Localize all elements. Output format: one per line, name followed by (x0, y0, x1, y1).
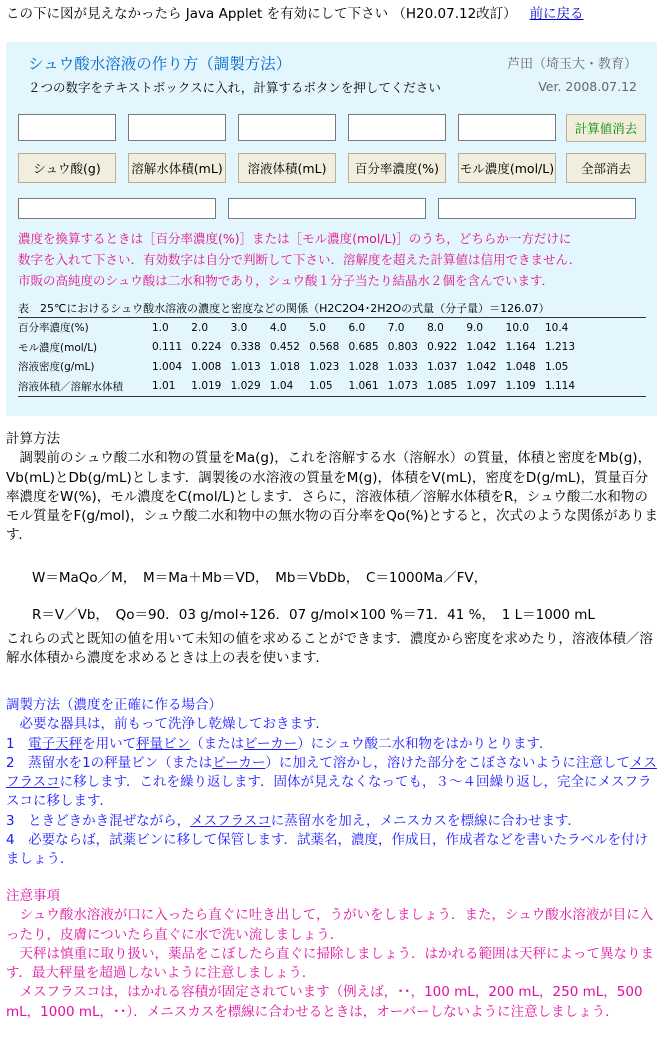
table-cell: 0.338 (230, 341, 261, 354)
clear-all-button[interactable]: 全部消去 (566, 153, 646, 183)
notice-text: この下に図が見えなかったら Java Applet を有効にして下さい （H20.07.12改訂） (6, 6, 517, 22)
method-paragraph-2-block (6, 630, 660, 669)
beaker-link[interactable]: ビーカー (244, 735, 298, 752)
table-cell: 3.0 (230, 321, 248, 334)
step-number: 1 (6, 735, 29, 752)
table-cell: 0.803 (387, 341, 418, 354)
table-cell: 1.013 (230, 360, 261, 373)
caution-paragraph: 天秤は慎重に取り扱い，薬品をこぼしたら直ぐに掃除しましょう．はかれる範囲は天秤によって異なります．最大秤量を超過しないように注意しましょう． (6, 945, 654, 982)
output-field-3[interactable] (438, 198, 636, 219)
formula-line-1: W＝MaQo／M， M＝Ma＋Mb＝VD， Mb＝VbDb， C＝1000Ma／FV， (32, 570, 488, 586)
table-cell: 0.685 (348, 341, 379, 354)
table-row (18, 377, 584, 397)
table-cell: 8.0 (427, 321, 444, 334)
applet-notice (6, 4, 662, 24)
table-cell: 6.0 (348, 321, 366, 334)
table-caption: 表 25℃におけるシュウ酸水溶液の濃度と密度などの関係（H2C2O4･2H2Oの式量（分子量）＝126.07） (18, 302, 550, 315)
table-cell: 1.164 (505, 341, 536, 354)
percent-concentration-button[interactable]: 百分率濃度(%) (348, 153, 446, 183)
table-cell: 1.023 (309, 360, 340, 373)
row-label: 百分率濃度(%) (18, 322, 89, 335)
formula-line-2: R＝V／Vb， Qo＝90．03 g/mol÷126．07 g/mol×100 %＝71．41 %， 1 L＝1000 mL (32, 607, 595, 623)
table-cell: 4.0 (269, 321, 287, 334)
step-text: 2 蒸留水を1の秤量ビン（または (6, 754, 213, 771)
caution-paragraph: シュウ酸水溶液が口に入ったら直ぐに吐き出して，うがいをしましょう．また，シュウ酸水溶液が目に入ったり，皮膚についたら直ぐに水で洗い流しましょう． (6, 907, 654, 943)
caution-heading: 注意事項 (6, 888, 60, 904)
table-cell: 1.085 (427, 380, 458, 393)
method-paragraph-2: これらの式と既知の値を用いて未知の値を求めることができます．濃度から密度を求めたり，溶液体積／溶解水体積から濃度を求めるときは上の表を使います． (6, 631, 653, 667)
output-field-2[interactable] (228, 198, 426, 219)
table-cell: 1.109 (505, 380, 536, 393)
solution-volume-button[interactable]: 溶液体積(mL) (238, 153, 336, 183)
article-body (6, 430, 660, 546)
step-text: 3 ときどきかき混ぜながら， (6, 812, 191, 829)
clear-calculated-button[interactable]: 計算値消去 (566, 114, 646, 142)
table-cell: 1.0 (152, 321, 169, 334)
table-cell: 1.097 (466, 380, 497, 393)
message-line: 市販の高純度のシュウ酸は二水和物であり，シュウ酸１分子当たり結晶水２個を含んでいます． (18, 273, 555, 288)
weighing-bottle-link[interactable]: 秤量ビン (136, 735, 191, 752)
dissolving-water-volume-button[interactable]: 溶解水体積(mL) (128, 153, 226, 183)
procedure-step-1 (6, 735, 660, 754)
electronic-balance-link[interactable]: 電子天秤 (28, 735, 83, 752)
method-paragraph: 調製前のシュウ酸二水和物の質量をMa(g)，これを溶解する水（溶解水）の質量，体積と密度をMb(g)，Vb(mL)とDb(g/mL)とします．調製後の水溶液の質量をM(g)，体積をV(mL)，密度をD(g/mL)，質量百分率濃度をW(%)，モル濃度をC(mol/L)とします．さらに，溶液体積／溶解水体積をR，シュウ酸二水和物のモル質量をF(g/mol)，シュウ酸二水和物中の無水物の百分率をQo(%)とすると，次式のような関係があります． (6, 450, 659, 544)
volumetric-flask-link[interactable]: メスフラスコ (190, 812, 271, 829)
table-cell: 1.05 (544, 360, 569, 373)
table-cell: 1.114 (544, 380, 576, 393)
oxalic-acid-input[interactable] (18, 114, 116, 141)
table-cell: 0.224 (191, 341, 222, 354)
table-cell: 1.073 (387, 380, 418, 393)
message-line: 数字を入れて下さい．有効数字は自分で判断して下さい．溶解度を超えた計算値は信用できません． (18, 252, 582, 267)
message-line: 濃度を換算するときは［百分率濃度(%)］または［モル濃度(mol/L)］のうち，どちらか一方だけに (18, 231, 572, 246)
table-cell: 1.037 (427, 360, 458, 373)
table-cell: 1.042 (466, 360, 497, 373)
procedure-step-2 (6, 754, 660, 812)
step-text: を用いて (82, 735, 137, 752)
table-cell: 1.05 (309, 380, 333, 393)
table-cell: 1.018 (269, 360, 300, 373)
method-heading: 計算方法 (6, 431, 60, 447)
procedure-section (6, 696, 660, 870)
step-text: ）にシュウ酸二水和物をはかりとります． (297, 735, 553, 752)
table-cell: 0.111 (152, 341, 183, 354)
step-text: （または (190, 735, 245, 752)
table-cell: 1.061 (348, 380, 379, 393)
table-cell: 1.04 (269, 380, 294, 393)
table-cell: 1.028 (348, 360, 379, 373)
table-cell: 1.019 (191, 380, 222, 393)
oxalic-acid-button[interactable]: シュウ酸(g) (18, 153, 116, 183)
row-label: モル濃度(mol/L) (18, 341, 98, 354)
row-label: 溶液密度(g/mL) (18, 361, 95, 374)
beaker-link[interactable]: ビーカー (212, 754, 266, 771)
molar-concentration-input[interactable] (458, 114, 556, 141)
procedure-heading: 調製方法（濃度を正確に作る場合） (6, 697, 222, 713)
table-bottom-rule (18, 396, 646, 397)
back-link[interactable]: 前に戻る (529, 6, 584, 22)
volumetric-flask-link[interactable]: メスフラスコ (6, 754, 657, 791)
caution-paragraph: メスフラスコは，はかれる容積が固定されています（例えば，･･，100 mL，200 mL，250 mL，500 mL，1000 mL，･･）．メニスカスを標線に合わせるときは，オーバーしないように注意しましょう． (6, 984, 643, 1020)
table-cell: 9.0 (466, 321, 484, 334)
procedure-step-4: 4 必要ならば，試薬ビンに移して保管します．試薬名，濃度，作成日，作成者などを書いたラベルを付けましょう． (6, 832, 649, 868)
table-row (18, 357, 584, 377)
table-cell: 1.048 (505, 360, 536, 373)
table-cell: 1.004 (152, 360, 183, 373)
applet-author: 芦田（埼玉大・教育） (506, 57, 637, 72)
caution-section (6, 887, 660, 1022)
row-label: 溶液体積／溶解水体積 (18, 380, 123, 393)
dissolving-water-volume-input[interactable] (128, 114, 226, 141)
applet-message (18, 228, 648, 291)
output-field-1[interactable] (18, 198, 216, 219)
percent-concentration-input[interactable] (348, 114, 446, 141)
step-text: ）に加えて溶かし，溶けた部分をこぼさないように注意して (265, 754, 630, 771)
density-table (18, 318, 584, 396)
applet-instruction: ２つの数字をテキストボックスに入れ，計算するボタンを押してください (28, 80, 441, 95)
table-cell: 5.0 (309, 321, 326, 334)
step-text: に移します．これを繰り返します．固体が見えなくなっても，３～４回繰り返し，完全にメスフラスコに移します． (6, 774, 652, 810)
table-cell: 1.213 (544, 341, 576, 354)
table-cell: 1.029 (230, 380, 261, 393)
table-cell: 2.0 (191, 321, 208, 334)
table-cell: 1.042 (466, 341, 497, 354)
applet-title: シュウ酸水溶液の作り方（調製方法） (28, 55, 292, 73)
table-cell: 0.452 (269, 341, 300, 354)
molar-concentration-button[interactable]: モル濃度(mol/L) (458, 153, 556, 183)
step-text: に蒸留水を加え，メニスカスを標線に合わせます． (270, 812, 581, 829)
procedure-intro: 必要な器具は，前もって洗浄し乾燥しておきます． (6, 716, 329, 733)
table-cell: 1.01 (152, 380, 176, 393)
table-cell: 1.033 (387, 360, 418, 373)
applet-version: Ver. 2008.07.12 (538, 79, 637, 94)
table-cell: 10.0 (505, 321, 530, 334)
calculator-applet (6, 42, 657, 416)
solution-volume-input[interactable] (238, 114, 336, 141)
table-cell: 1.008 (191, 360, 222, 373)
table-row (18, 338, 584, 358)
table-cell: 0.568 (309, 341, 340, 354)
table-row (18, 318, 584, 338)
table-cell: 10.4 (544, 321, 569, 334)
procedure-step-3 (6, 812, 660, 831)
table-cell: 7.0 (387, 321, 405, 334)
table-cell: 0.922 (427, 341, 458, 354)
